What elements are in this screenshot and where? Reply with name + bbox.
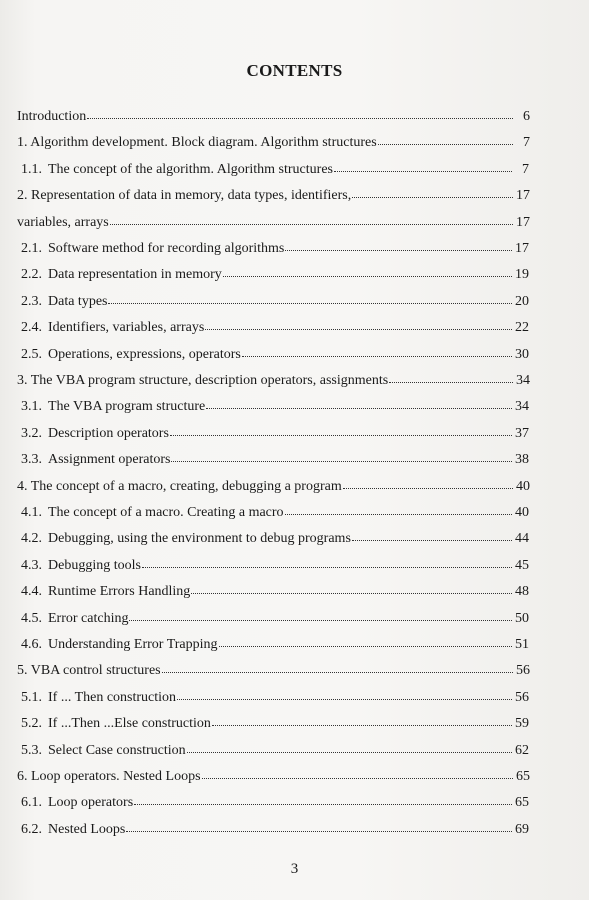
toc-entry-label xyxy=(17,662,161,680)
toc-entry-number: 4.5. xyxy=(21,610,42,626)
dot-leader xyxy=(191,582,512,594)
toc-entry-page: 50 xyxy=(515,610,529,626)
toc-entry-text: Understanding Error Trapping xyxy=(48,637,218,652)
toc-entry-number: 2.5. xyxy=(21,346,42,362)
dot-leader xyxy=(242,345,512,357)
toc-section-entry xyxy=(21,346,529,364)
dot-leader xyxy=(134,793,512,805)
toc-entry-label xyxy=(17,478,342,496)
toc-entry-number: 4.2. xyxy=(21,531,42,547)
toc-section-entry xyxy=(21,557,529,575)
toc-entry-text: Error catching xyxy=(48,610,129,626)
dot-leader xyxy=(162,661,513,673)
toc-entry-number: 3.3. xyxy=(21,452,42,468)
dot-leader xyxy=(177,688,512,700)
toc-entry-page: 62 xyxy=(515,742,529,758)
toc-section-entry xyxy=(21,319,529,337)
toc-entry-page: 40 xyxy=(515,505,529,520)
toc-entry-number: 1.1. xyxy=(21,161,42,177)
toc-chapter-entry xyxy=(17,768,530,786)
dot-leader xyxy=(110,213,513,225)
toc-entry-text: Data types xyxy=(48,293,108,309)
toc-section-entry xyxy=(21,161,529,179)
toc-entry-page: 48 xyxy=(515,584,529,600)
toc-entry-text: 6. Loop operators. Nested Loops xyxy=(17,769,201,784)
toc-entry-label xyxy=(21,530,351,548)
toc-chapter-entry xyxy=(17,662,530,680)
dot-leader xyxy=(87,107,513,119)
toc-entry-text: The VBA program structure xyxy=(48,399,206,415)
dot-leader xyxy=(187,741,512,753)
toc-entry-page: 17 xyxy=(515,241,529,256)
toc-section-entry xyxy=(21,610,529,628)
toc-entry-page: 22 xyxy=(515,320,529,336)
toc-entry-label xyxy=(21,794,133,812)
toc-entry-page: 38 xyxy=(515,452,529,468)
dot-leader xyxy=(352,186,513,198)
toc-entry-page: 56 xyxy=(516,663,530,679)
toc-entry-label xyxy=(21,161,333,179)
toc-chapter-entry xyxy=(17,214,530,232)
toc-entry-text: The concept of the algorithm. Algorithm structures xyxy=(48,161,333,177)
toc-entry-text: Loop operators xyxy=(48,795,134,811)
toc-entry-label xyxy=(21,504,284,522)
dot-leader xyxy=(378,133,513,145)
toc-entry-page: 30 xyxy=(515,346,529,362)
toc-entry-number: 4.3. xyxy=(21,557,42,573)
dot-leader xyxy=(219,635,512,647)
toc-entry-number: 6.2. xyxy=(21,821,42,837)
toc-entry-text: Data representation in memory xyxy=(48,267,222,283)
toc-entry-number: 5.3. xyxy=(21,742,42,758)
toc-section-entry xyxy=(21,266,529,284)
dot-leader xyxy=(285,503,512,515)
dot-leader xyxy=(170,424,512,436)
toc-entry-label xyxy=(21,821,125,839)
toc-entry-number: 5.2. xyxy=(21,716,42,732)
toc-entry-label xyxy=(17,187,351,205)
toc-entry-number: 4.1. xyxy=(21,505,42,520)
toc-entry-label xyxy=(21,689,176,707)
toc-entry-text: 3. The VBA program structure, description operators, assignments xyxy=(17,373,389,388)
dot-leader xyxy=(108,292,512,304)
toc-section-entry xyxy=(21,530,529,548)
dot-leader xyxy=(202,767,513,779)
toc-entry-page: 56 xyxy=(515,689,529,705)
toc-section-entry xyxy=(21,293,529,311)
toc-entry-page: 65 xyxy=(516,769,530,784)
toc-section-entry xyxy=(21,425,529,443)
toc-entry-text: Identifiers, variables, arrays xyxy=(48,320,205,336)
toc-entry-text: Select Case construction xyxy=(48,742,186,758)
toc-entry-number: 4.4. xyxy=(21,584,42,600)
toc-entry-text: Assignment operators xyxy=(48,452,171,468)
toc-entry-page: 45 xyxy=(515,557,529,573)
toc-entry-text: Introduction xyxy=(17,109,87,124)
toc-entry-text: The concept of a macro. Creating a macro xyxy=(48,505,284,520)
dot-leader xyxy=(343,477,513,489)
dot-leader xyxy=(129,609,512,621)
page-title: CONTENTS xyxy=(246,61,343,80)
toc-entry-page: 37 xyxy=(515,425,529,441)
toc-entry-label xyxy=(21,557,141,575)
toc-section-entry xyxy=(21,794,529,812)
dot-leader xyxy=(206,397,512,409)
dot-leader xyxy=(352,529,512,541)
dot-leader xyxy=(205,318,512,330)
toc-section-entry xyxy=(21,504,529,522)
toc-entry-text: 1. Algorithm development. Block diagram. Algorithm structures xyxy=(17,135,377,151)
toc-entry-label xyxy=(17,372,388,390)
toc-entry-page: 51 xyxy=(515,637,529,652)
toc-entry-number: 3.1. xyxy=(21,399,42,415)
toc-entry-page: 17 xyxy=(516,188,530,204)
toc-entry-text: variables, arrays xyxy=(17,214,109,230)
toc-section-entry xyxy=(21,715,529,733)
toc-entry-text: Runtime Errors Handling xyxy=(48,584,191,600)
toc-section-entry xyxy=(21,583,529,601)
toc-entry-label xyxy=(17,214,109,232)
toc-entry-label xyxy=(21,451,170,469)
toc-entry-text: Nested Loops xyxy=(48,821,126,837)
toc-entry-text: If ...Then ...Else construction xyxy=(48,716,211,732)
page-number: 3 xyxy=(290,861,299,877)
toc-section-entry xyxy=(21,689,529,707)
toc-entry-page: 6 xyxy=(523,109,530,124)
toc-entry-label xyxy=(21,583,190,601)
toc-entry-label xyxy=(21,610,128,628)
toc-entry-number: 2.3. xyxy=(21,293,42,309)
toc-entry-page: 59 xyxy=(515,716,529,732)
toc-entry-page: 65 xyxy=(515,795,529,811)
toc-entry-text: If ... Then construction xyxy=(48,689,177,705)
toc-chapter-entry xyxy=(17,108,530,126)
toc-entry-label xyxy=(21,293,107,311)
toc-entry-text: Description operators xyxy=(48,425,169,441)
toc-section-entry xyxy=(21,821,529,839)
toc-chapter-entry xyxy=(17,187,530,205)
toc-entry-label xyxy=(21,398,205,416)
toc-entry-page: 17 xyxy=(516,214,530,230)
toc-chapter-entry xyxy=(17,134,530,152)
toc-entry-number: 2.4. xyxy=(21,320,42,336)
toc-entry-page: 44 xyxy=(515,531,529,547)
toc-entry-text: 5. VBA control structures xyxy=(17,663,161,679)
dot-leader xyxy=(171,450,512,462)
toc-entry-text: 2. Representation of data in memory, data types, identifiers, xyxy=(17,188,352,204)
toc-entry-label xyxy=(21,266,222,284)
toc-entry-number: 5.1. xyxy=(21,689,42,705)
toc-entry-number: 6.1. xyxy=(21,795,42,811)
toc-entry-page: 69 xyxy=(515,821,529,837)
toc-entry-number: 2.1. xyxy=(21,241,42,256)
toc-entry-page: 7 xyxy=(523,135,530,151)
dot-leader xyxy=(212,714,512,726)
toc-entry-label xyxy=(17,108,86,126)
toc-chapter-entry xyxy=(17,372,530,390)
dot-leader xyxy=(334,160,512,172)
toc-entry-text: Software method for recording algorithms xyxy=(48,241,285,256)
toc-entry-number: 4.6. xyxy=(21,637,42,652)
toc-entry-label xyxy=(21,319,204,337)
toc-entry-page: 20 xyxy=(515,293,529,309)
dot-leader xyxy=(142,556,512,568)
toc-entry-text: 4. The concept of a macro, creating, debugging a program xyxy=(17,478,342,494)
toc-entry-label xyxy=(17,768,201,786)
toc-entry-label xyxy=(21,346,241,364)
toc-entry-page: 19 xyxy=(515,267,529,283)
toc-section-entry xyxy=(21,742,529,760)
toc-entry-label xyxy=(21,636,218,654)
toc-section-entry xyxy=(21,240,529,258)
toc-chapter-entry xyxy=(17,478,530,496)
dot-leader xyxy=(285,239,512,251)
dot-leader xyxy=(389,371,513,383)
toc-entry-label xyxy=(21,742,186,760)
toc-section-entry xyxy=(21,451,529,469)
toc-entry-page: 40 xyxy=(516,478,530,494)
toc-entry-page: 7 xyxy=(522,161,529,177)
toc-section-entry xyxy=(21,636,529,654)
toc-entry-number: 2.2. xyxy=(21,267,42,283)
toc-entry-page: 34 xyxy=(515,399,529,415)
toc-entry-label xyxy=(21,425,169,443)
toc-entry-label xyxy=(21,240,284,258)
toc-entry-label xyxy=(17,134,377,152)
toc-entry-text: Operations, expressions, operators xyxy=(48,346,241,362)
toc-entry-label xyxy=(21,715,211,733)
toc-entry-text: Debugging, using the environment to debug programs xyxy=(48,531,351,547)
toc-entry-page: 34 xyxy=(516,373,530,388)
toc-entry-number: 3.2. xyxy=(21,425,42,441)
toc-section-entry xyxy=(21,398,529,416)
toc-entry-text: Debugging tools xyxy=(48,557,141,573)
dot-leader xyxy=(126,820,512,832)
dot-leader xyxy=(223,265,512,277)
